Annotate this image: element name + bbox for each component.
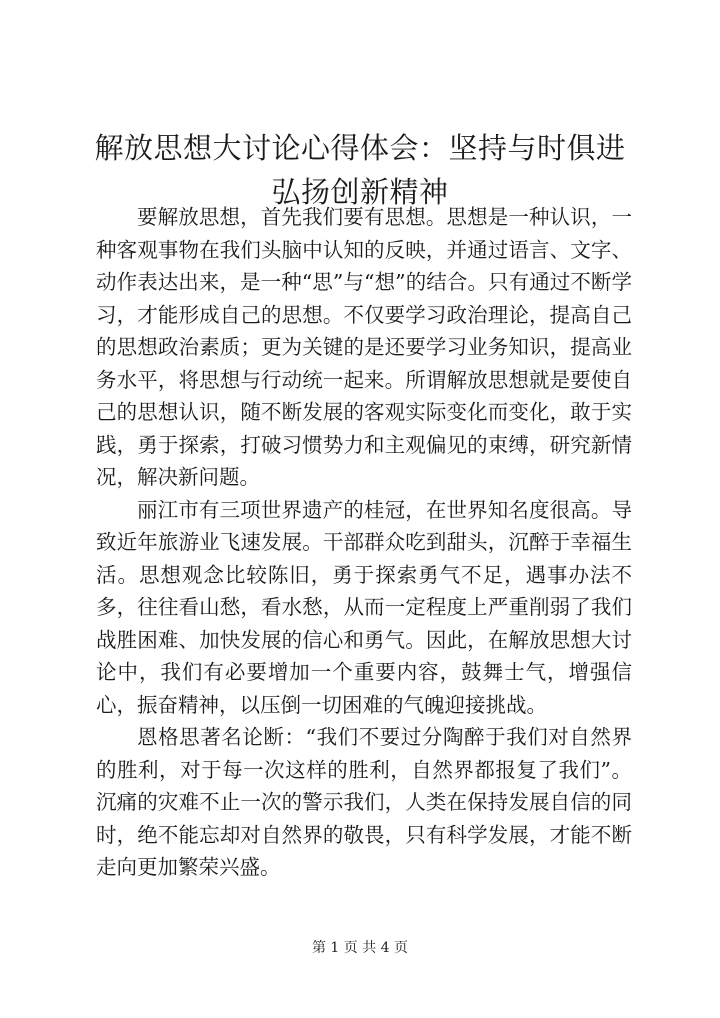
document-title: 解放思想大讨论心得体会：坚持与时俱进弘扬创新精神 <box>94 131 626 209</box>
paragraph-1: 要解放思想，首先我们要有思想。思想是一种认识，一种客观事物在我们头脑中认知的反映，并通过语言、文字、动作表达出来，是一种“思”与“想”的结合。只有通过不断学习，才能形成自己的思想。不仅要学习政治理论，提高自己的思想政治素质；更为关键的是还要学习业务知识，提高业务水平，将思想与行动统一起来。所谓解放思想就是要使自己的思想认识，随不断发展的客观实际变化而变化，敢于实践，勇于探索，打破习惯势力和主观偏见的束缚，研究新情况，解决新问题。 <box>96 205 632 489</box>
page-number-footer: 第 1 页 共 4 页 <box>311 940 409 956</box>
document-body <box>96 201 632 884</box>
paragraph-3: 恩格思著名论断：“我们不要过分陶醉于我们对自然界的胜利，对于每一次这样的胜利，自然界都报复了我们”。沉痛的灾难不止一次的警示我们，人类在保持发展自信的同时，绝不能忘却对自然界的敬畏，只有科学发展，才能不断走向更加繁荣兴盛。 <box>96 725 632 879</box>
paragraph-2: 丽江市有三项世界遗产的桂冠，在世界知名度很高。导致近年旅游业飞速发展。干部群众吃到甜头，沉醉于幸福生活。思想观念比较陈旧，勇于探索勇气不足，遇事办法不多，往往看山愁，看水愁，从而一定程度上严重削弱了我们战胜困难、加快发展的信心和勇气。因此，在解放思想大讨论中，我们有必要增加一个重要内容，鼓舞士气，增强信心，振奋精神，以压倒一切困难的气魄迎接挑战。 <box>96 497 632 717</box>
